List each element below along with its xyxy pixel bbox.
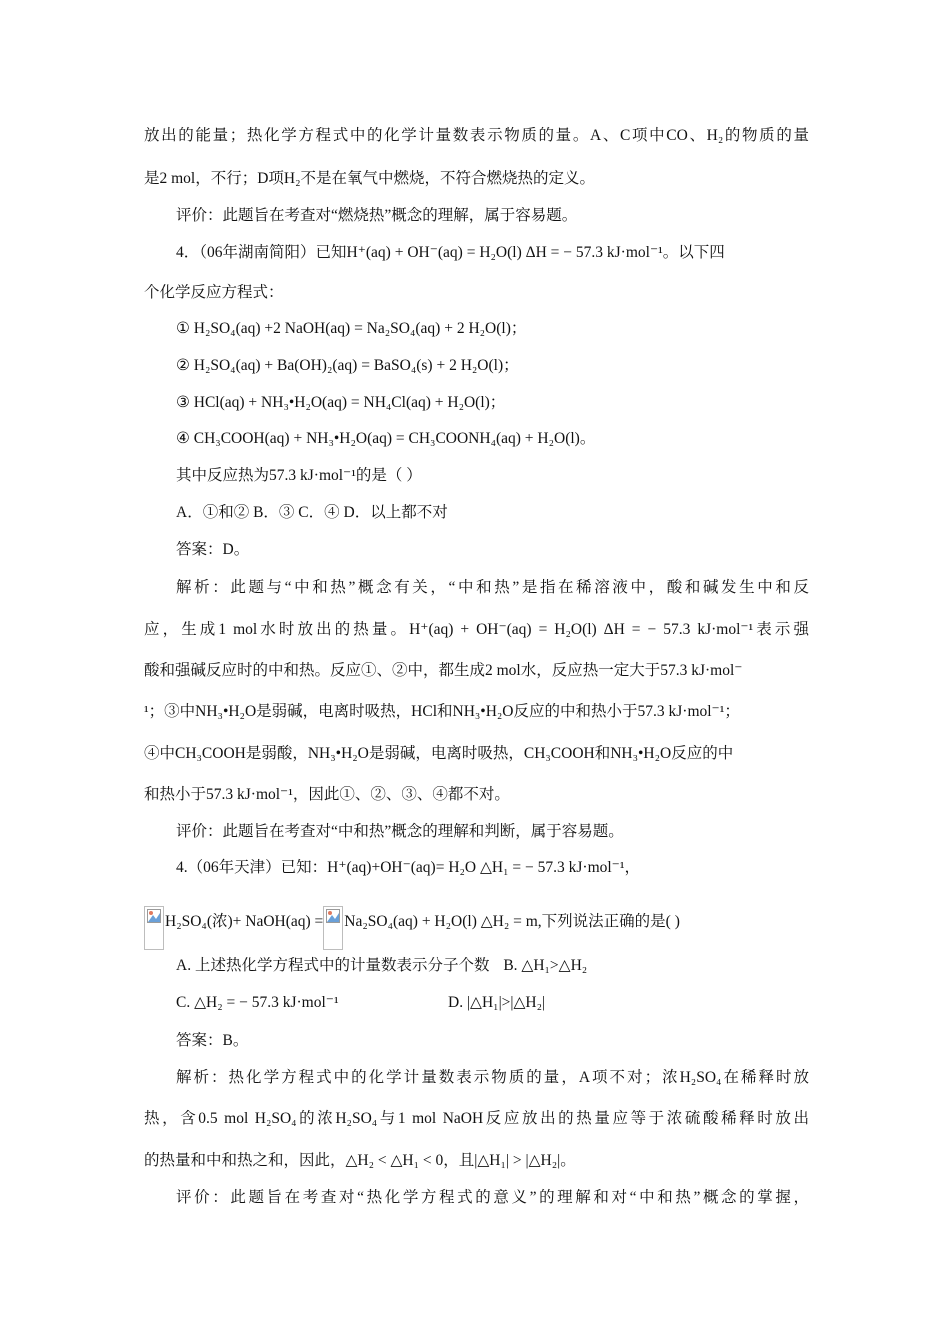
- option-b: B. △H₁>△H₂: [503, 957, 588, 974]
- equation-left: H₂SO₄(浓)+ NaOH(aq) =: [165, 913, 324, 930]
- question-heading: 4.（06年天津）已知：H⁺(aq)+OH⁻(aq)= H₂O △H₁ = − 57.3 kJ·mol⁻¹，: [176, 859, 641, 876]
- evaluation-text: 评价：此题旨在考查对“燃烧热”概念的理解，属于容易题。: [176, 207, 578, 224]
- analysis-line: ¹；③中NH₃•H₂O是弱碱，电离时吸热，HCl和NH₃•H₂O反应的中和热小于57.3 kJ·mol⁻¹；: [144, 703, 740, 720]
- equation-1: ① H₂SO₄(aq) +2 NaOH(aq) = Na₂SO₄(aq) + 2 H₂O(l)；: [176, 320, 527, 337]
- broken-image-icon: [144, 906, 164, 950]
- answer-text: 答案：D。: [176, 541, 250, 558]
- equation-line-with-images: [144, 906, 809, 950]
- broken-image-icon: [323, 906, 343, 950]
- analysis-line: 的热量和中和热之和，因此，△H₂ < △H₁ < 0，且|△H₁| > |△H₂|。: [144, 1152, 576, 1169]
- answer-options: [176, 958, 841, 974]
- equation-2: ② H₂SO₄(aq) + Ba(OH)₂(aq) = BaSO₄(s) + 2 H₂O(l)；: [176, 357, 519, 374]
- answer-options: [176, 995, 841, 1011]
- equation-right: Na₂SO₄(aq) + H₂O(l) △H₂ = m,下列说法正确的是( ): [344, 913, 680, 930]
- question-prompt: 其中反应热为57.3 kJ·mol⁻¹的是（ ）: [176, 467, 422, 484]
- question-heading-cont: 个化学反应方程式：: [144, 284, 284, 301]
- option-a: A. 上述热化学方程式中的计量数表示分子个数: [176, 957, 490, 974]
- analysis-line: 解析：热化学方程式中的化学计量数表示物质的量，A项不对；浓H₂SO₄在稀释时放: [176, 1069, 809, 1086]
- evaluation-text: 评价：此题旨在考查对“热化学方程式的意义”的理解和对“中和热”概念的掌握，: [176, 1189, 809, 1206]
- analysis-line: 应，生成1 mol水时放出的热量。H⁺(aq) + OH⁻(aq) = H₂O(l) ΔH = − 57.3 kJ·mol⁻¹表示强: [144, 621, 809, 638]
- paragraph-line: 放出的能量；热化学方程式中的化学计量数表示物质的量。A、C项中CO、H₂的物质的量: [144, 127, 809, 144]
- answer-text: 答案：B。: [176, 1032, 249, 1049]
- paragraph-line: 是2 mol，不行；D项H₂不是在氧气中燃烧，不符合燃烧热的定义。: [144, 170, 596, 187]
- analysis-line: 酸和强碱反应时的中和热。反应①、②中，都生成2 mol水，反应热一定大于57.3 kJ·mol⁻: [144, 662, 743, 679]
- analysis-line: ④中CH₃COOH是弱酸，NH₃•H₂O是弱碱，电离时吸热，CH₃COOH和NH₃•H₂O反应的中: [144, 745, 734, 762]
- option-d: D. |△H₁|>|△H₂|: [448, 994, 546, 1011]
- question-heading: 4．（06年湖南简阳）已知H⁺(aq) + OH⁻(aq) = H₂O(l) ΔH = − 57.3 kJ·mol⁻¹。以下四: [176, 244, 725, 261]
- analysis-line: 解析：此题与“中和热”概念有关，“中和热”是指在稀溶液中，酸和碱发生中和反: [176, 579, 809, 596]
- answer-options: A．①和② B．③ C．④ D．以上都不对: [176, 504, 448, 521]
- analysis-line: 热，含0.5 mol H₂SO₄的浓H₂SO₄与1 mol NaOH反应放出的热量应等于浓硫酸稀释时放出: [144, 1110, 809, 1127]
- equation-4: ④ CH₃COOH(aq) + NH₃•H₂O(aq) = CH₃COONH₄(aq) + H₂O(l)。: [176, 430, 596, 447]
- evaluation-text: 评价：此题旨在考查对“中和热”概念的理解和判断，属于容易题。: [176, 823, 624, 840]
- analysis-line: 和热小于57.3 kJ·mol⁻¹，因此①、②、③、④都不对。: [144, 786, 510, 803]
- equation-3: ③ HCl(aq) + NH₃•H₂O(aq) = NH₄Cl(aq) + H₂O(l)；: [176, 394, 506, 411]
- option-c: C. △H₂ = − 57.3 kJ·mol⁻¹: [176, 994, 339, 1011]
